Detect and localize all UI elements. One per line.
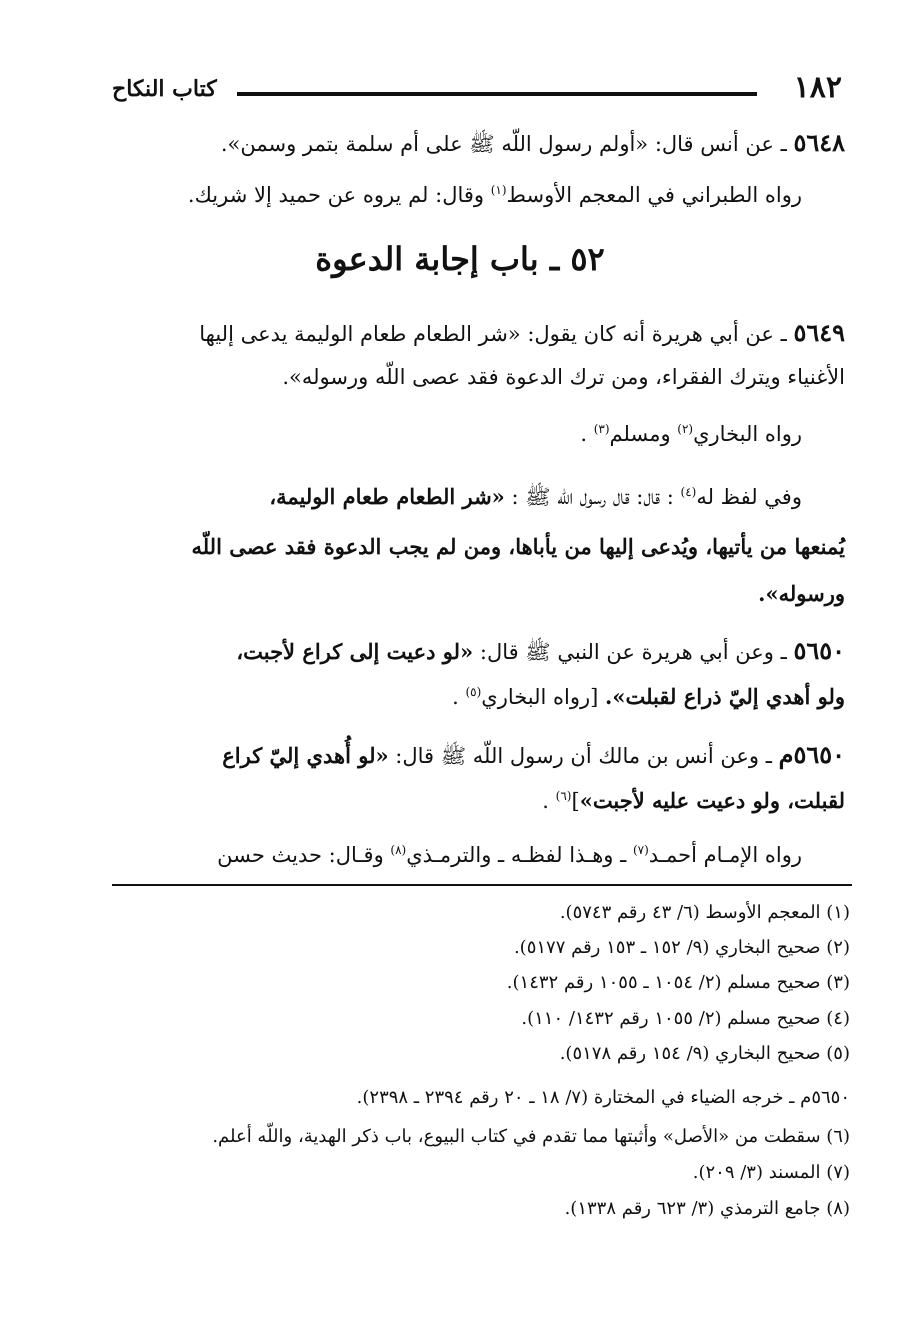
- hadith-number: ٥٦٤٨: [793, 128, 845, 157]
- hadith-5649-line-5: [191, 534, 845, 559]
- page-header: [112, 70, 842, 110]
- hadith-5649-line-2: [282, 365, 845, 389]
- footnote-ref: (١): [490, 183, 507, 197]
- hadith-text: وفي لفظ له: [696, 485, 802, 509]
- source-text: وقـال: حديث حسن: [217, 843, 391, 867]
- hadith-5649-line-1: [199, 318, 845, 347]
- footnote-8: (٨) جامع الترمذي (٣/ ٦٢٣ رقم ١٣٣٨).: [564, 1198, 850, 1219]
- hadith-5650-line-1: [236, 636, 845, 670]
- footnote-5650m: ٥٦٥٠م ـ خرجه الضياء في المختارة (٧/ ١٨ ـ ٢٠ رقم ٢٣٩٤ ـ ٢٣٩٨).: [356, 1087, 850, 1108]
- hadith-5650-line-2: [452, 684, 845, 709]
- hadith-text: ـ عن أبي هريرة أنه كان يقول: «شر الطعام طعام الوليمة يدعى إليها: [199, 322, 787, 346]
- source-text: رواه الإمـام أحمـد: [648, 843, 802, 867]
- hadith-5649-line-3: [580, 422, 802, 446]
- hadith-text: الأغنياء ويترك الفقراء، ومن ترك الدعوة فقد عصى اللّه ورسوله».: [282, 365, 845, 389]
- footnote-7: (٧) المسند (٣/ ٢٠٩).: [692, 1162, 850, 1183]
- footnote-4: (٤) صحيح مسلم (٢/ ١٠٥٥ رقم ١٤٣٢/ ١١٠).: [521, 1008, 850, 1029]
- hadith-text: : قال: قال رسول اللّه ﷺ :: [504, 485, 681, 509]
- hadith-5650m-line-2: [542, 788, 845, 813]
- source-text: ـ وهـذا لفظـه ـ والترمـذي: [406, 843, 633, 867]
- chapter-title: كتاب النكاح: [112, 76, 217, 102]
- hadith-quote: «لو دعيت إلى كراع لأجبت،: [236, 639, 474, 664]
- hadith-text: ـ عن أنس قال: «أولم رسول اللّه ﷺ على أم سلمة بتمر وسمن».: [220, 132, 787, 156]
- footnote-ref: (٣): [593, 422, 610, 436]
- hadith-quote: «لو أُهدي إليّ كراع: [222, 743, 389, 768]
- source-text: رواه البخاري: [693, 422, 802, 446]
- footnote-2: (٢) صحيح البخاري (٩/ ١٥٢ ـ ١٥٣ رقم ٥١٧٧).: [513, 937, 850, 958]
- bracket: ]: [571, 789, 580, 813]
- footnote-6: (٦) سقطت من «الأصل» وأثبتها مما تقدم في كتاب البيوع، باب ذكر الهدية، واللّه أعلم.: [212, 1126, 850, 1147]
- footnote-1: (١) المعجم الأوسط (٦/ ٤٣ رقم ٥٧٤٣).: [559, 902, 850, 923]
- header-rule: [237, 92, 757, 96]
- footnote-5: (٥) صحيح البخاري (٩/ ١٥٤ رقم ٥١٧٨).: [559, 1043, 850, 1064]
- hadith-number: ٥٦٤٩: [793, 318, 845, 347]
- hadith-5649-line-6: [758, 581, 845, 606]
- source-text: ومسلم: [609, 422, 678, 446]
- footnote-ref: (٧): [632, 843, 649, 857]
- hadith-text: .: [542, 789, 556, 813]
- hadith-text: ـ وعن أبي هريرة عن النبي ﷺ قال:: [473, 640, 787, 664]
- source-text: رواه الطبراني في المعجم الأوسط: [506, 183, 802, 207]
- footnote-ref: (٨): [390, 843, 407, 857]
- hadith-number: ٥٦٥٠م: [778, 740, 845, 769]
- hadith-quote: «شر الطعام طعام الوليمة،: [269, 484, 505, 509]
- footnote-ref: (٦): [555, 789, 572, 803]
- source-text: [رواه البخاري: [481, 685, 606, 709]
- hadith-5648-line-2: [188, 183, 802, 207]
- hadith-quote: ورسوله».: [758, 581, 845, 606]
- footnote-3: (٣) صحيح مسلم (٢/ ١٠٥٤ ـ ١٠٥٥ رقم ١٤٣٢).: [506, 972, 850, 993]
- hadith-text: ـ وعن أنس بن مالك أن رسول اللّه ﷺ قال:: [388, 744, 772, 768]
- footnote-ref: (٢): [677, 422, 694, 436]
- hadith-quote: ولو أهدي إليّ ذراع لقبلت».: [605, 684, 845, 709]
- footnote-ref: (٤): [680, 485, 697, 499]
- source-text: .: [580, 422, 594, 446]
- section-heading: ٥٢ ـ باب إجابة الدعوة: [315, 240, 605, 278]
- hadith-quote: لقبلت، ولو دعيت عليه لأجبت»: [579, 788, 845, 813]
- hadith-5650m-line-1: [222, 740, 845, 774]
- source-text: .: [452, 685, 466, 709]
- footnote-ref: (٥): [465, 685, 482, 699]
- hadith-5648-line-1: [221, 128, 845, 162]
- footnote-divider: [112, 884, 852, 886]
- hadith-number: ٥٦٥٠: [793, 636, 845, 665]
- hadith-5649-line-4: [269, 484, 802, 515]
- page-number: ١٨٢: [793, 70, 842, 105]
- source-text: وقال: لم يروه عن حميد إلا شريك.: [187, 183, 491, 207]
- hadith-5650m-line-3: [217, 843, 802, 867]
- hadith-quote: يُمنعها من يأتيها، ويُدعى إليها من يأباها، ومن لم يجب الدعوة فقد عصى اللّه: [191, 534, 845, 559]
